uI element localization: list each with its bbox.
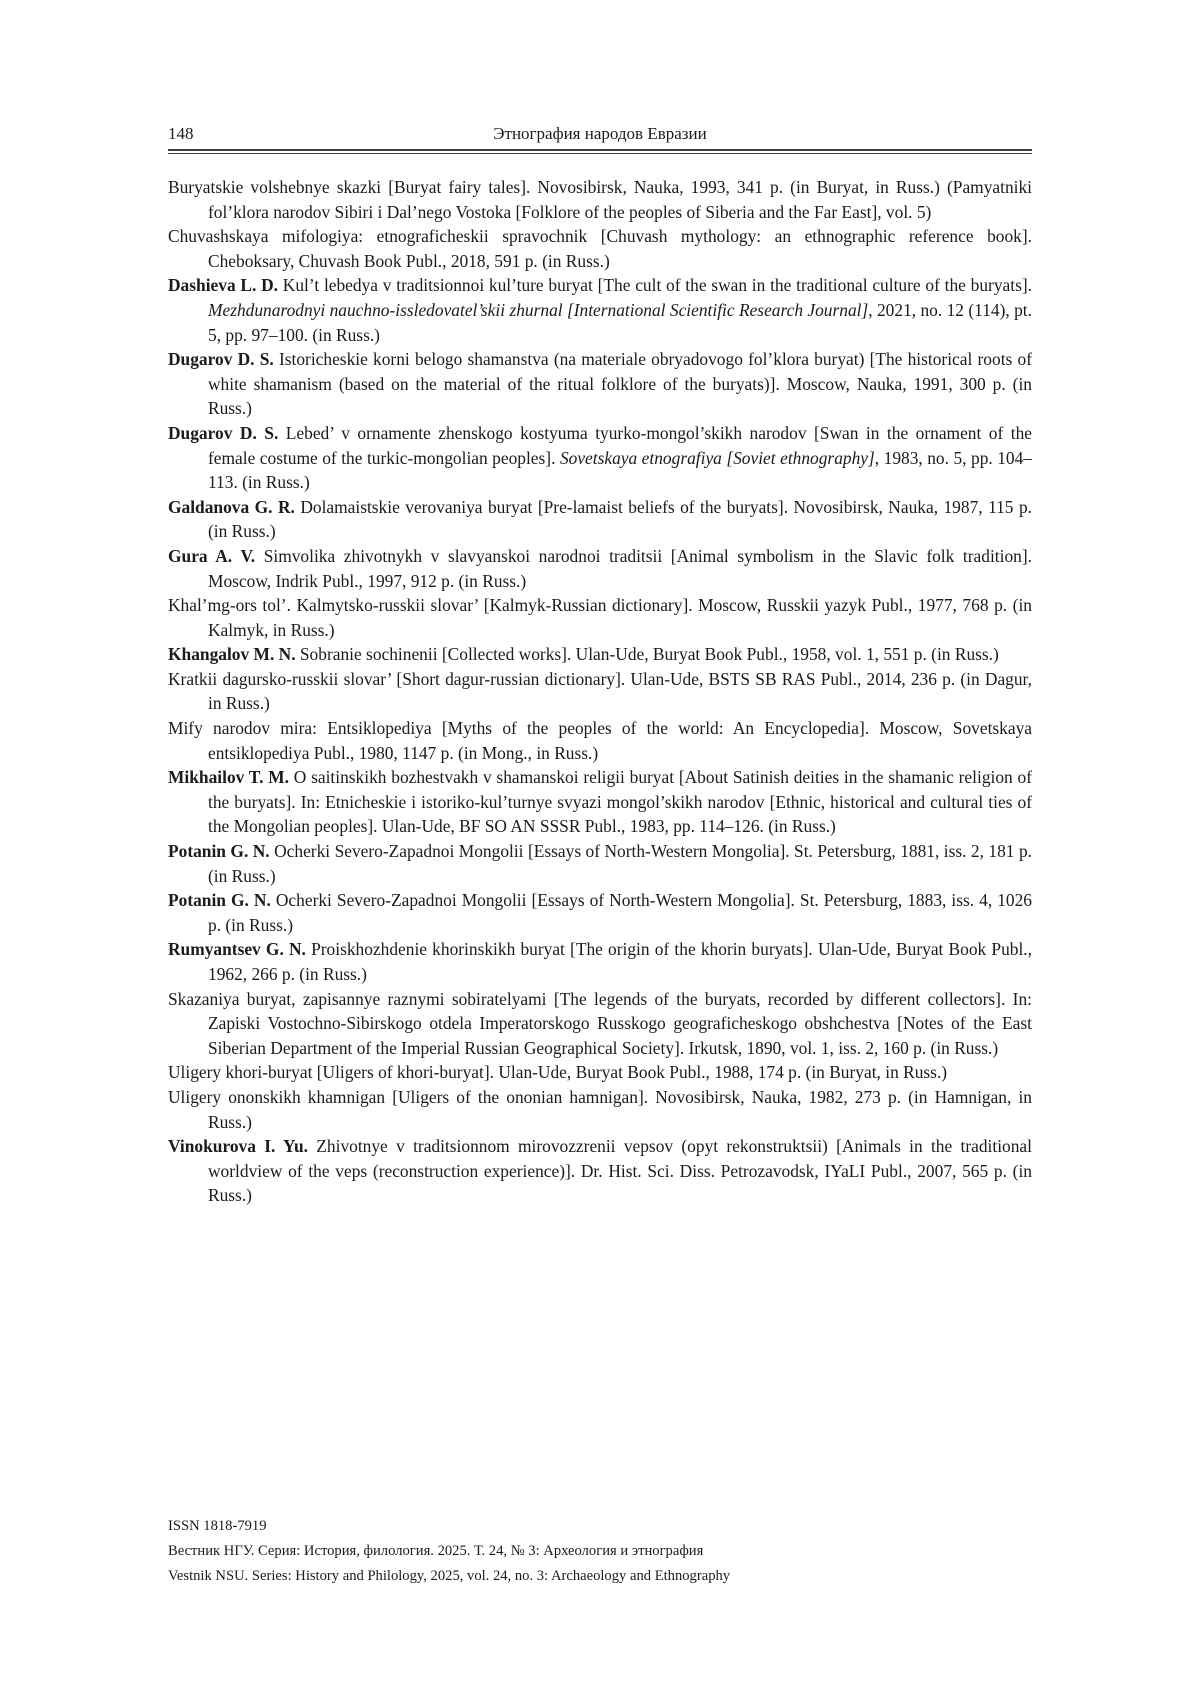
author-name: Dugarov D. S. xyxy=(168,422,286,443)
footer-citation-en: Vestnik NSU. Series: History and Philology, 2025, vol. 24, no. 3: Archaeology and Ethnography xyxy=(168,1568,731,1584)
reference-entry xyxy=(168,273,1032,347)
author-name: Mikhailov T. M. xyxy=(168,767,294,788)
author-name: Potanin G. N. xyxy=(168,841,275,862)
reference-text: Ocherki Severo-Zapadnoi Mongolii [Essays of North-Western Mongolia]. St. Petersburg, 1881, iss. 2, 181 p. (in Russ.) xyxy=(208,841,1032,886)
reference-entry xyxy=(168,495,1032,544)
author-name: Gura A. V. xyxy=(168,545,264,566)
reference-text: Istoricheskie korni belogo shamanstva (na materiale obryadovogo fol’klora buryat) [The historical roots of white shamanism (based on the material of the ritual folklore of the buryats)]. Moscow, Nauka, 1991, 300 p. (in Russ.) xyxy=(208,349,1032,419)
reference-text: Zhivotnye v traditsionnom mirovozzrenii vepsov (opyt rekonstruktsii) [Animals in the traditional worldview of the veps (reconstruction experience)]. Dr. Hist. Sci. Diss. Petrozavodsk, IYaLI Publ., 2007, 565 p. (in Russ.) xyxy=(208,1136,1032,1206)
reference-text: , 2021, no. 12 (114), pt. 5, pp. 97–100. (in Russ.) xyxy=(208,299,1032,345)
reference-text: Uligery ononskikh khamnigan [Uligers of the ononian hamnigan]. Novosibirsk, Nauka, 1982, 273 p. (in Hamnigan, in Russ.) xyxy=(168,1086,1032,1132)
journal-title: Mezhdunarodnyi nauchno-issledovatel’skii zhurnal [International Scientific Research Journal] xyxy=(208,299,869,320)
author-name: Dugarov D. S. xyxy=(168,349,279,370)
reference-entry xyxy=(168,544,1032,593)
reference-entry xyxy=(168,716,1032,765)
author-name: Rumyantsev G. N. xyxy=(168,939,312,960)
reference-entry xyxy=(168,667,1032,716)
reference-text: Proiskhozhdenie khorinskikh buryat [The origin of the khorin buryats]. Ulan-Ude, Buryat Book Publ., 1962, 266 p. (in Russ.) xyxy=(208,939,1032,984)
reference-entry xyxy=(168,839,1032,888)
reference-text: Lebed’ v ornamente zhenskogo kostyuma tyurko-mongol’skikh narodov [Swan in the ornament of the female costume of the turkic-mongolian peoples]. xyxy=(208,422,1032,468)
reference-entry xyxy=(168,1060,1032,1085)
author-name: Vinokurova I. Yu. xyxy=(168,1136,317,1157)
reference-text: Kul’t lebedya v traditsionnoi kul’ture buryat [The cult of the swan in the traditional culture of the buryats]. xyxy=(282,275,1032,296)
reference-text: Ocherki Severo-Zapadnoi Mongolii [Essays of North-Western Mongolia]. St. Petersburg, 1883, iss. 4, 1026 p. (in Russ.) xyxy=(208,890,1032,935)
reference-text: Uligery khori-buryat [Uligers of khori-buryat]. Ulan-Ude, Buryat Book Publ., 1988, 174 p. (in Buryat, in Russ.) xyxy=(168,1062,948,1083)
reference-entry xyxy=(168,765,1032,839)
reference-text: , 1983, no. 5, pp. 104–113. (in Russ.) xyxy=(208,447,1032,493)
reference-text: Skazaniya buryat, zapisannye raznymi sobiratelyami [The legends of the buryats, recorded by different collectors]. In: Zapiski Vostochno-Sibirskogo otdela Imperatorskogo Russkogo geograficheskogo obshchestva [Notes of the East Siberian Department of the Imperial Russian Geographical Society]. Irkutsk, 1890, vol. 1, iss. 2, 160 p. (in Russ.) xyxy=(168,988,1032,1058)
reference-entry xyxy=(168,642,1032,667)
reference-text: Simvolika zhivotnykh v slavyanskoi narodnoi traditsii [Animal symbolism in the Slavic folk tradition]. Moscow, Indrik Publ., 1997, 912 p. (in Russ.) xyxy=(208,545,1032,591)
page-content xyxy=(168,0,1032,1208)
author-name: Galdanova G. R. xyxy=(168,496,301,517)
reference-entry xyxy=(168,937,1032,986)
journal-title: Sovetskaya etnografiya [Soviet ethnography] xyxy=(559,447,875,468)
reference-entry xyxy=(168,1134,1032,1208)
reference-entry xyxy=(168,987,1032,1061)
reference-text: O saitinskikh bozhestvakh v shamanskoi religii buryat [About Satinish deities in the shamanic religion of the buryats]. In: Etnicheskie i istoriko-kul’turnye svyazi mongol’skikh narodov [Ethnic, historical and cultural ties of the Mongolian peoples]. Ulan-Ude, BF SO AN SSSR Publ., 1983, pp. 114–126. (in Russ.) xyxy=(208,767,1032,837)
header-rule xyxy=(168,149,1032,154)
reference-entry xyxy=(168,347,1032,421)
reference-entry xyxy=(168,888,1032,937)
running-title: Этнография народов Евразии xyxy=(493,124,707,143)
reference-entry xyxy=(168,1085,1032,1134)
running-head xyxy=(168,124,1032,146)
reference-entry xyxy=(168,224,1032,273)
reference-entry xyxy=(168,175,1032,224)
reference-text: Sobranie sochinenii [Collected works]. Ulan-Ude, Buryat Book Publ., 1958, vol. 1, 551 p. (in Russ.) xyxy=(299,644,999,665)
author-name: Dashieva L. D. xyxy=(168,275,283,296)
reference-text: Kratkii dagursko-russkii slovar’ [Short dagur-russian dictionary]. Ulan-Ude, BSTS SB RAS Publ., 2014, 236 p. (in Dagur, in Russ.) xyxy=(168,668,1032,714)
reference-text: Chuvashskaya mifologiya: etnograficheskii spravochnik [Chuvash mythology: an ethnographic reference book]. Cheboksary, Chuvash Book Publ., 2018, 591 p. (in Russ.) xyxy=(168,226,1032,271)
page-number: 148 xyxy=(168,124,194,143)
author-name: Khangalov M. N. xyxy=(168,644,300,665)
reference-entry xyxy=(168,421,1032,495)
footer-issn: ISSN 1818-7919 xyxy=(168,1518,267,1534)
reference-list xyxy=(168,175,1032,1208)
reference-entry xyxy=(168,593,1032,642)
reference-text: Khal’mg-ors tol’. Kalmytsko-russkii slovar’ [Kalmyk-Russian dictionary]. Moscow, Russkii yazyk Publ., 1977, 768 p. (in Kalmyk, in Russ.) xyxy=(168,595,1032,640)
reference-text: Dolamaistskie verovaniya buryat [Pre-lamaist beliefs of the buryats]. Novosibirsk, Nauka, 1987, 115 p. (in Russ.) xyxy=(208,496,1032,542)
author-name: Potanin G. N. xyxy=(168,890,276,911)
reference-text: Buryatskie volshebnye skazki [Buryat fairy tales]. Novosibirsk, Nauka, 1993, 341 p. (in Buryat, in Russ.) (Pamyatniki fol’klora narodov Sibiri i Dal’nego Vostoka [Folklore of the peoples of Siberia and the Far East], vol. 5) xyxy=(168,177,1032,222)
page-footer xyxy=(168,1514,1032,1589)
reference-text: Mify narodov mira: Entsiklopediya [Myths of the peoples of the world: An Encyclopedia]. Moscow, Sovetskaya entsiklopediya Publ., 1980, 1147 p. (in Mong., in Russ.) xyxy=(168,718,1032,763)
footer-citation-ru: Вестник НГУ. Серия: История, филология. 2025. Т. 24, № 3: Археология и этнография xyxy=(168,1543,704,1559)
